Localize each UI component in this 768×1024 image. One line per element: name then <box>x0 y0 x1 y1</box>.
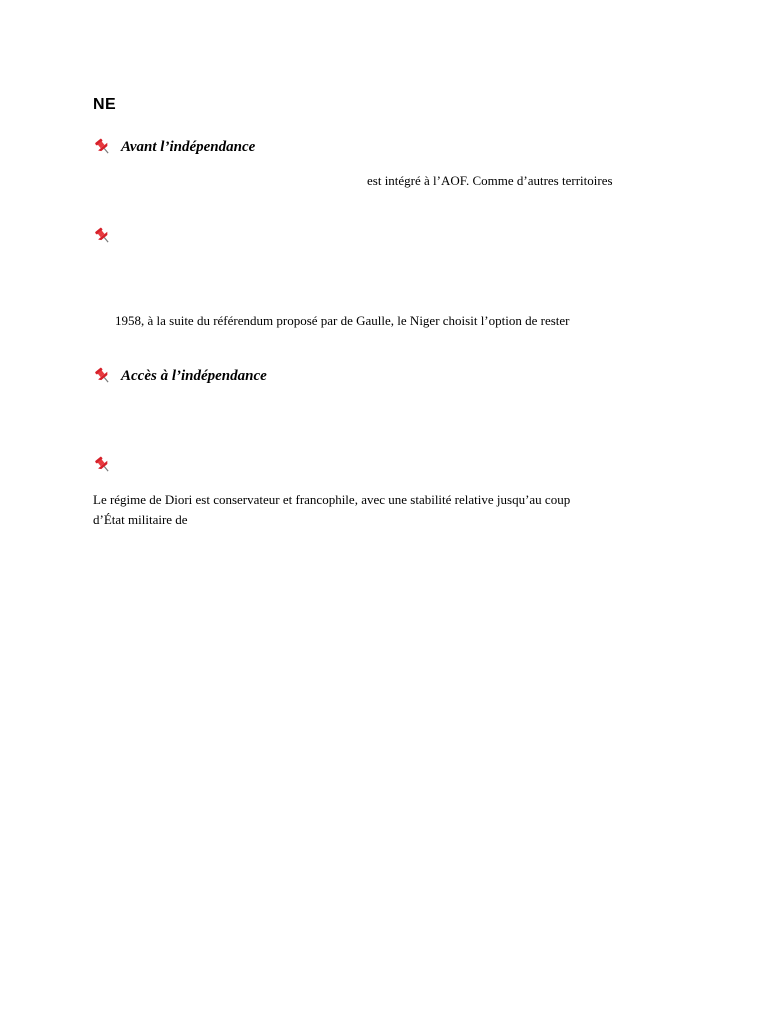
pushpin-icon <box>93 137 113 157</box>
section-heading-acces <box>93 365 267 387</box>
section-heading-empty <box>93 225 113 247</box>
section-heading-empty-2 <box>93 454 113 476</box>
document-title: NE <box>93 96 117 113</box>
section-heading-text: Avant l’indépendance <box>121 138 256 155</box>
paragraph-referendum: 1958, à la suite du référendum proposé par de Gaulle, le Niger choisit l’option de rester <box>115 313 570 328</box>
pushpin-icon <box>93 455 113 475</box>
section-heading-avant <box>93 136 255 158</box>
paragraph-line: Le régime de Diori est conservateur et francophile, avec une stabilité relative jusqu’au coup <box>93 492 571 507</box>
paragraph-line: d’État militaire de <box>93 512 188 527</box>
pushpin-icon <box>93 366 113 386</box>
section-heading-text: Accès à l’indépendance <box>121 367 267 384</box>
paragraph-diori <box>93 490 673 530</box>
paragraph-aof: est intégré à l’AOF. Comme d’autres territoires <box>367 173 613 188</box>
pushpin-icon <box>93 226 113 246</box>
